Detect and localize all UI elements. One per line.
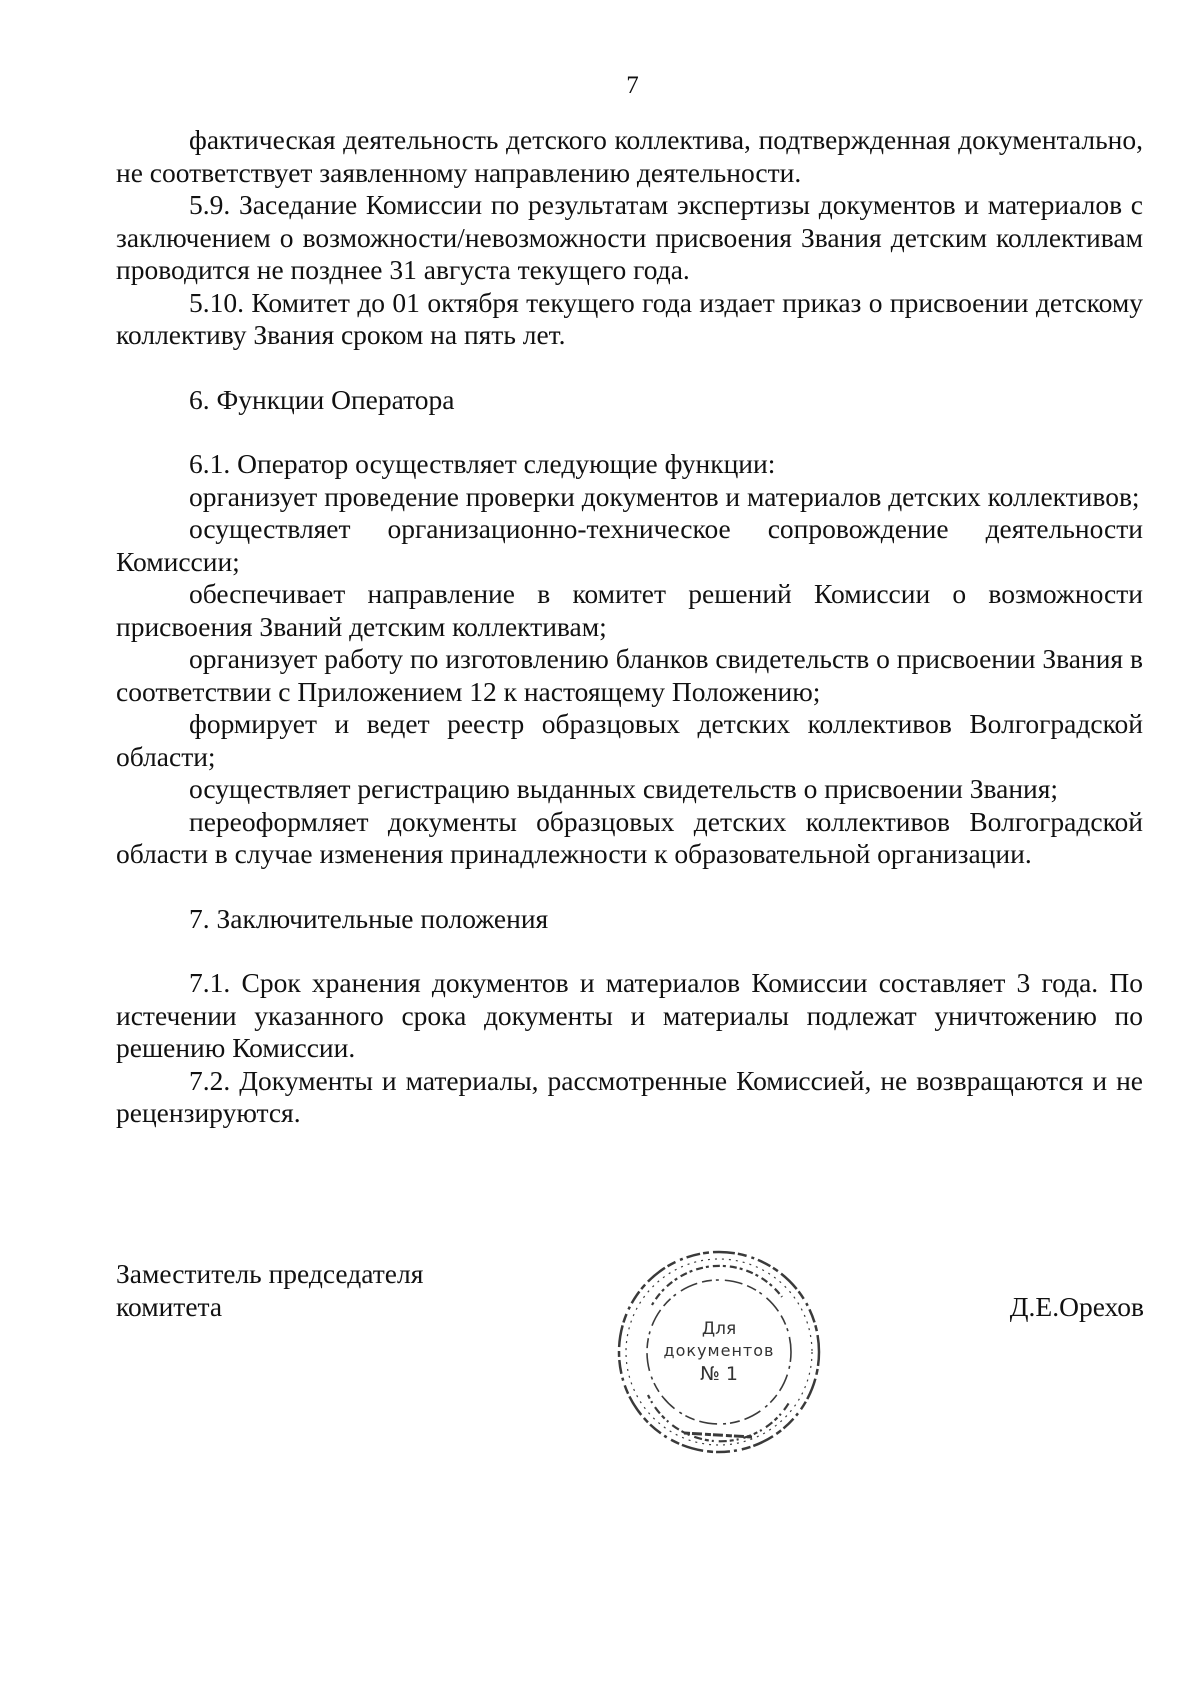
function-item: переоформляет документы образцовых детских коллективов Волгоградской области в случае изменения принадлежности к образовательной организации. — [116, 805, 1143, 869]
signer-position-line1: Заместитель председателя — [116, 1258, 424, 1289]
paragraph-continuation: фактическая деятельность детского коллектива, подтвержденная документально, не соответствует заявленному направлению деятельности. — [116, 124, 1143, 188]
spacer — [116, 352, 1143, 384]
function-item: организует проведение проверки документов и материалов детских коллективов; — [189, 480, 1140, 512]
signer-position-line2: комитета — [116, 1290, 223, 1322]
spacer — [116, 935, 1143, 967]
stamp-text-line3: № 1 — [700, 1363, 738, 1385]
paragraph-7-2: 7.2. Документы и материалы, рассмотренные Комиссией, не возвращаются и не рецензируются. — [116, 1064, 1143, 1128]
document-body — [116, 124, 1143, 1130]
spacer — [116, 416, 1143, 448]
signer-name: Д.Е.Орехов — [1009, 1291, 1144, 1322]
function-item: формирует и ведет реестр образцовых детских коллективов Волгоградской области; — [116, 708, 1143, 772]
page-number: 7 — [626, 72, 639, 99]
function-item: организует работу по изготовлению бланков свидетельств о присвоении Звания в соответствии с Приложением 12 к настоящему Положению; — [116, 643, 1143, 707]
signature-position — [116, 1258, 423, 1323]
function-item: осуществляет организационно-техническое сопровождение деятельности Комиссии; — [116, 513, 1143, 577]
official-stamp — [612, 1245, 826, 1459]
spacer — [116, 871, 1143, 903]
stamp-text-line2: документов — [663, 1341, 775, 1360]
section-6-title: 6. Функции Оператора — [189, 383, 455, 415]
function-item: осуществляет регистрацию выданных свидетельств о присвоении Звания; — [189, 773, 1059, 804]
paragraph-5-9: 5.9. Заседание Комиссии по результатам экспертизы документов и материалов с заключением о возможности/невозможности присвоения Звания детским коллективам проводится не позднее 31 августа текущего года. — [116, 189, 1143, 285]
function-item: обеспечивает направление в комитет решений Комиссии о возможности присвоения Званий детским коллективам; — [116, 578, 1143, 642]
section-7-title: 7. Заключительные положения — [189, 902, 549, 934]
paragraph-5-10: 5.10. Комитет до 01 октября текущего года издает приказ о присвоении детскому коллективу Звания сроком на пять лет. — [116, 286, 1143, 350]
stamp-text-line1: Для — [701, 1319, 737, 1339]
paragraph-7-1: 7.1. Срок хранения документов и материалов Комиссии составляет 3 года. По истечении указанного срока документы и материалы подлежат уничтожению по решению Комиссии. — [116, 967, 1143, 1063]
paragraph-6-1: 6.1. Оператор осуществляет следующие функции: — [189, 448, 776, 479]
